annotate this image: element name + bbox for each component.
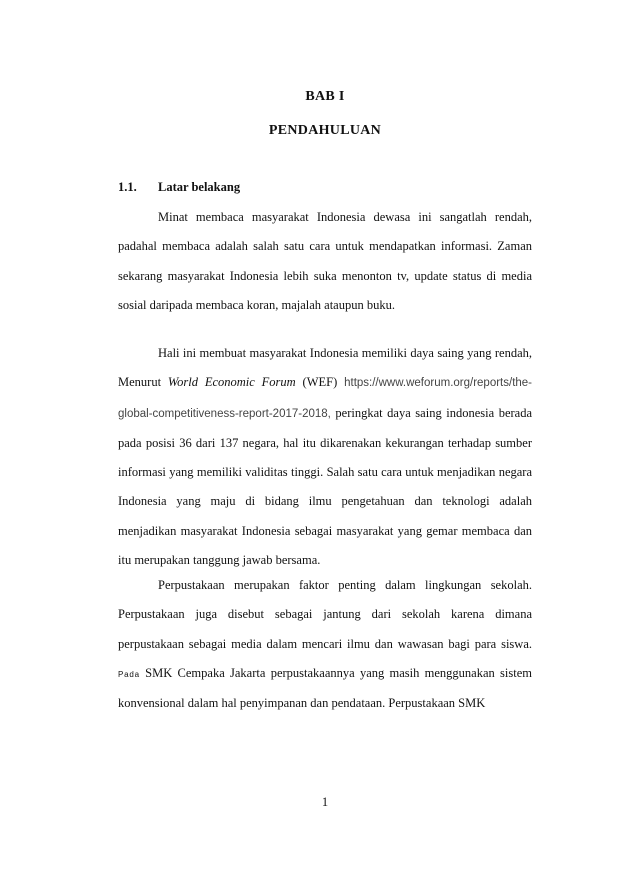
paragraph-3 (118, 571, 532, 718)
reference-url: https://www.weforum.org/reports/the-global-competitiveness-report-2017-2018, (118, 377, 533, 420)
paragraph-3-small-word: Pada (118, 669, 140, 679)
paragraph-2 (118, 339, 532, 575)
paragraph-3-text-b: SMK Cempaka Jakarta perpustakaannya yang masih menggunakan sistem konvensional dalam hal penyimpanan dan pendataan. Perpustakaan SMK (118, 665, 533, 711)
section-title: Latar belakang (158, 180, 241, 194)
source-acronym: (WEF) (302, 375, 338, 390)
section-heading (118, 180, 240, 195)
page-number: 1 (321, 795, 329, 809)
paragraph-2-text-b: peringkat daya saing indonesia berada pada posisi 36 dari 137 negara, hal itu dikarenakan kekurangan terhadap sumber informasi yang memiliki validitas tinggi. Salah satu cara untuk menjadikan negara Indonesia yang maju di bidang ilmu pengetahuan dan teknologi adalah menjadikan masyarakat Indonesia sebagai masyarakat yang gemar membaca dan itu merupakan tanggung jawab bersama. (118, 405, 532, 568)
source-name: World Economic Forum (167, 375, 296, 390)
chapter-title: PENDAHULUAN (268, 123, 382, 138)
section-number: 1.1. (118, 180, 137, 194)
paragraph-3-text-a: Perpustakaan merupakan faktor penting dalam lingkungan sekolah. Perpustakaan juga disebut sebagai jantung dari sekolah karena dimana perpustakaan sebagai media dalam mencari ilmu dan wawasan bagi para siswa. (118, 578, 532, 651)
paragraph-1: Minat membaca masyarakat Indonesia dewasa ini sangatlah rendah, padahal membaca adalah salah satu cara untuk mendapatkan informasi. Zaman sekarang masyarakat Indonesia lebih suka menonton tv, update status di media sosial daripada membaca koran, majalah ataupun buku. (118, 210, 532, 312)
paragraph-2-text-a: Hali ini membuat masyarakat Indonesia memiliki daya saing yang rendah, Menurut (118, 346, 532, 390)
chapter-heading: BAB I (305, 89, 345, 104)
